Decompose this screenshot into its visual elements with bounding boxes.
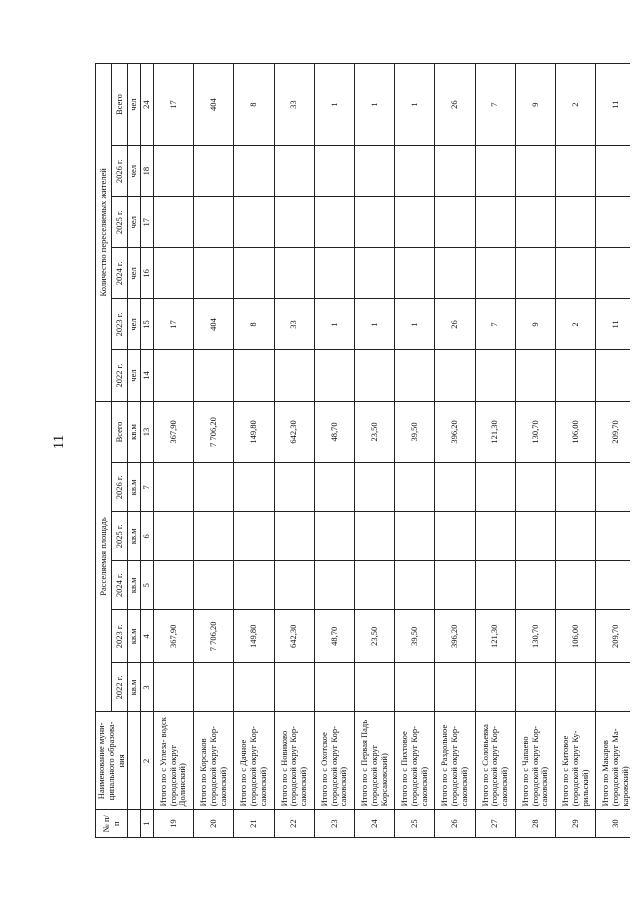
row-number: 23 xyxy=(314,810,354,838)
cell-people-2023: 8 xyxy=(234,299,274,350)
cell-people-2024 xyxy=(435,248,475,299)
header-people-year: 2026 г. xyxy=(112,146,128,197)
header-area-group: Расселяемая площадь xyxy=(96,401,112,712)
cell-area-2023: 106,00 xyxy=(556,610,596,663)
cell-people-2022 xyxy=(596,350,630,401)
cell-area-2023: 23,50 xyxy=(355,610,395,663)
cell-area-2025 xyxy=(274,512,314,561)
cell-area-total: 121,30 xyxy=(475,401,515,463)
cell-area-2025 xyxy=(355,512,395,561)
cell-people-2025 xyxy=(475,197,515,248)
cell-people-total: 8 xyxy=(234,64,274,146)
cell-area-2024 xyxy=(153,561,193,610)
cell-area-2026 xyxy=(194,463,234,512)
row-municipality-name: Итого по с Углеза- водск (городской округ Долинский) xyxy=(153,712,193,810)
header-row-column-numbers xyxy=(141,64,154,838)
cell-people-2026 xyxy=(596,146,630,197)
cell-people-2024 xyxy=(194,248,234,299)
table-row xyxy=(234,64,274,838)
cell-people-2026 xyxy=(194,146,234,197)
cell-area-total: 367,90 xyxy=(153,401,193,463)
unit-area: кв.м xyxy=(128,610,141,663)
unit-people: чел xyxy=(128,197,141,248)
column-number: 16 xyxy=(141,248,154,299)
cell-people-2024 xyxy=(234,248,274,299)
cell-area-2026 xyxy=(355,463,395,512)
cell-people-2026 xyxy=(234,146,274,197)
cell-people-2025 xyxy=(194,197,234,248)
column-number: 13 xyxy=(141,401,154,463)
table-row xyxy=(556,64,596,838)
cell-area-2022 xyxy=(596,663,630,712)
row-number: 21 xyxy=(234,810,274,838)
cell-area-2026 xyxy=(314,463,354,512)
cell-area-2025 xyxy=(556,512,596,561)
table-container xyxy=(95,63,630,838)
cell-people-2023: 11 xyxy=(596,299,630,350)
cell-area-2026 xyxy=(435,463,475,512)
cell-people-2023: 26 xyxy=(435,299,475,350)
cell-people-total: 1 xyxy=(395,64,435,146)
cell-area-2025 xyxy=(314,512,354,561)
column-number: 2 xyxy=(141,712,154,810)
unit-area: кв.м xyxy=(128,663,141,712)
row-number: 27 xyxy=(475,810,515,838)
cell-area-total: 39,50 xyxy=(395,401,435,463)
cell-people-2023: 17 xyxy=(153,299,193,350)
cell-area-2022 xyxy=(355,663,395,712)
cell-people-2026 xyxy=(395,146,435,197)
cell-area-2023: 39,50 xyxy=(395,610,435,663)
cell-people-2023: 2 xyxy=(556,299,596,350)
unit-people: чел xyxy=(128,146,141,197)
cell-people-2026 xyxy=(435,146,475,197)
table-row xyxy=(515,64,555,838)
cell-area-2022 xyxy=(515,663,555,712)
header-name: Наименование муни- ципального образова- ния xyxy=(96,712,128,810)
column-number: 3 xyxy=(141,663,154,712)
cell-people-2025 xyxy=(234,197,274,248)
cell-area-2025 xyxy=(435,512,475,561)
cell-people-2026 xyxy=(515,146,555,197)
cell-people-2024 xyxy=(153,248,193,299)
cell-area-2025 xyxy=(596,512,630,561)
cell-area-2024 xyxy=(194,561,234,610)
row-number: 29 xyxy=(556,810,596,838)
cell-people-2022 xyxy=(274,350,314,401)
cell-people-2025 xyxy=(355,197,395,248)
cell-people-2026 xyxy=(314,146,354,197)
row-municipality-name: Итого по с Соловьевка (городской округ Кор- саковский) xyxy=(475,712,515,810)
table-row xyxy=(194,64,234,838)
row-municipality-name: Итого по с Первая Падь (городской округ Корсаковский) xyxy=(355,712,395,810)
cell-people-2022 xyxy=(153,350,193,401)
header-num: № п/п xyxy=(96,810,128,838)
cell-area-2025 xyxy=(153,512,193,561)
cell-people-2024 xyxy=(515,248,555,299)
column-number: 6 xyxy=(141,512,154,561)
unit-area: кв.м xyxy=(128,561,141,610)
cell-people-2026 xyxy=(153,146,193,197)
row-number: 30 xyxy=(596,810,630,838)
table-row xyxy=(153,64,193,838)
cell-area-total: 48,70 xyxy=(314,401,354,463)
cell-people-2023: 7 xyxy=(475,299,515,350)
header-area-year: 2024 г. xyxy=(112,561,128,610)
header-area-year: 2023 г. xyxy=(112,610,128,663)
row-number: 19 xyxy=(153,810,193,838)
cell-area-2024 xyxy=(314,561,354,610)
cell-people-2022 xyxy=(355,350,395,401)
cell-area-2024 xyxy=(234,561,274,610)
unit-area: кв.м xyxy=(128,463,141,512)
cell-area-2023: 367,90 xyxy=(153,610,193,663)
unit-area: кв.м xyxy=(128,401,141,463)
column-number: 15 xyxy=(141,299,154,350)
row-number: 20 xyxy=(194,810,234,838)
cell-people-2025 xyxy=(435,197,475,248)
cell-people-total: 26 xyxy=(435,64,475,146)
cell-area-2026 xyxy=(475,463,515,512)
cell-area-2024 xyxy=(556,561,596,610)
cell-area-2022 xyxy=(153,663,193,712)
cell-people-total: 1 xyxy=(314,64,354,146)
cell-area-2026 xyxy=(556,463,596,512)
cell-people-2023: 1 xyxy=(355,299,395,350)
cell-area-2023: 149,80 xyxy=(234,610,274,663)
cell-people-2024 xyxy=(355,248,395,299)
cell-area-2026 xyxy=(596,463,630,512)
cell-area-2024 xyxy=(596,561,630,610)
resettlement-table xyxy=(95,63,630,838)
column-number: 14 xyxy=(141,350,154,401)
cell-area-2026 xyxy=(153,463,193,512)
cell-area-2022 xyxy=(395,663,435,712)
header-area-year: 2022 г. xyxy=(112,663,128,712)
row-municipality-name: Итого по с Пихтовое (городской округ Кор- саковский) xyxy=(395,712,435,810)
row-municipality-name: Итого по с Новиково (городской округ Кор- саковский) xyxy=(274,712,314,810)
cell-people-total: 404 xyxy=(194,64,234,146)
cell-people-2025 xyxy=(395,197,435,248)
cell-people-total: 11 xyxy=(596,64,630,146)
unit-area: кв.м xyxy=(128,512,141,561)
row-municipality-name: Итого по с Чапаево (городской округ Кор- саковский) xyxy=(515,712,555,810)
table-row xyxy=(475,64,515,838)
table-body xyxy=(153,64,630,838)
cell-area-2026 xyxy=(515,463,555,512)
cell-area-2023: 209,70 xyxy=(596,610,630,663)
table-row xyxy=(596,64,630,838)
header-area-year: 2025 г. xyxy=(112,512,128,561)
cell-area-total: 23,50 xyxy=(355,401,395,463)
cell-area-2026 xyxy=(274,463,314,512)
row-number: 22 xyxy=(274,810,314,838)
cell-people-2026 xyxy=(475,146,515,197)
cell-people-total: 2 xyxy=(556,64,596,146)
header-row-units xyxy=(128,64,141,838)
unit-cell-empty xyxy=(128,712,141,810)
row-number: 25 xyxy=(395,810,435,838)
cell-area-2025 xyxy=(395,512,435,561)
cell-area-2023: 48,70 xyxy=(314,610,354,663)
header-area-year: 2026 г. xyxy=(112,463,128,512)
cell-people-2026 xyxy=(355,146,395,197)
cell-people-2022 xyxy=(556,350,596,401)
header-area-total: Всего xyxy=(112,401,128,463)
cell-area-2025 xyxy=(475,512,515,561)
cell-area-2022 xyxy=(274,663,314,712)
cell-people-2025 xyxy=(515,197,555,248)
cell-people-2026 xyxy=(274,146,314,197)
cell-area-total: 209,70 xyxy=(596,401,630,463)
cell-people-2023: 9 xyxy=(515,299,555,350)
cell-people-2023: 1 xyxy=(395,299,435,350)
cell-people-2024 xyxy=(395,248,435,299)
cell-people-2024 xyxy=(314,248,354,299)
table-row xyxy=(274,64,314,838)
cell-people-total: 9 xyxy=(515,64,555,146)
cell-area-2024 xyxy=(515,561,555,610)
cell-area-2026 xyxy=(234,463,274,512)
header-people-group: Количество переселяемых жителей xyxy=(96,64,112,402)
cell-area-2025 xyxy=(515,512,555,561)
cell-people-2025 xyxy=(314,197,354,248)
cell-area-total: 149,80 xyxy=(234,401,274,463)
cell-area-total: 130,70 xyxy=(515,401,555,463)
cell-area-total: 106,00 xyxy=(556,401,596,463)
cell-area-total: 7 706,20 xyxy=(194,401,234,463)
row-municipality-name: Итого по с Китовое (городской округ Ку- рильский) xyxy=(556,712,596,810)
cell-people-2023: 1 xyxy=(314,299,354,350)
unit-cell-empty xyxy=(128,810,141,838)
cell-area-2026 xyxy=(395,463,435,512)
column-number: 5 xyxy=(141,561,154,610)
cell-area-2024 xyxy=(475,561,515,610)
cell-people-2022 xyxy=(515,350,555,401)
cell-people-total: 33 xyxy=(274,64,314,146)
cell-area-2025 xyxy=(194,512,234,561)
cell-people-total: 7 xyxy=(475,64,515,146)
row-number: 26 xyxy=(435,810,475,838)
cell-people-2025 xyxy=(596,197,630,248)
row-municipality-name: Итого по с Дачное (городской округ Кор- саковский) xyxy=(234,712,274,810)
header-people-total: Всего xyxy=(112,64,128,146)
table-row xyxy=(395,64,435,838)
unit-people: чел xyxy=(128,248,141,299)
table-row xyxy=(355,64,395,838)
column-number: 18 xyxy=(141,146,154,197)
column-number: 24 xyxy=(141,64,154,146)
row-municipality-name: Итого по с Охотское (городской округ Кор- саковский) xyxy=(314,712,354,810)
cell-people-total: 17 xyxy=(153,64,193,146)
cell-area-2024 xyxy=(435,561,475,610)
cell-area-2022 xyxy=(194,663,234,712)
cell-area-2022 xyxy=(435,663,475,712)
cell-area-2023: 121,30 xyxy=(475,610,515,663)
cell-area-total: 642,30 xyxy=(274,401,314,463)
cell-people-2024 xyxy=(596,248,630,299)
row-municipality-name: Итого по Макаров (городской округ Ма- каровский) xyxy=(596,712,630,810)
cell-area-total: 396,20 xyxy=(435,401,475,463)
cell-people-2025 xyxy=(153,197,193,248)
row-municipality-name: Итого по с Раздольное (городской округ Кор- саковский) xyxy=(435,712,475,810)
cell-people-2025 xyxy=(274,197,314,248)
cell-area-2023: 396,20 xyxy=(435,610,475,663)
row-number: 28 xyxy=(515,810,555,838)
cell-area-2022 xyxy=(234,663,274,712)
cell-people-2024 xyxy=(274,248,314,299)
cell-people-2024 xyxy=(475,248,515,299)
cell-area-2024 xyxy=(395,561,435,610)
cell-area-2023: 130,70 xyxy=(515,610,555,663)
cell-area-2024 xyxy=(274,561,314,610)
cell-area-2023: 7 706,20 xyxy=(194,610,234,663)
cell-people-2026 xyxy=(556,146,596,197)
cell-area-2024 xyxy=(355,561,395,610)
unit-people: чел xyxy=(128,350,141,401)
column-number: 17 xyxy=(141,197,154,248)
column-number: 7 xyxy=(141,463,154,512)
header-people-year: 2024 г. xyxy=(112,248,128,299)
cell-people-2022 xyxy=(395,350,435,401)
table-row xyxy=(435,64,475,838)
column-number: 1 xyxy=(141,810,154,838)
cell-people-2022 xyxy=(194,350,234,401)
cell-area-2025 xyxy=(234,512,274,561)
cell-people-2023: 33 xyxy=(274,299,314,350)
unit-people: чел xyxy=(128,299,141,350)
cell-area-2022 xyxy=(314,663,354,712)
cell-people-2022 xyxy=(435,350,475,401)
header-people-year: 2022 г. xyxy=(112,350,128,401)
cell-people-2022 xyxy=(475,350,515,401)
header-people-year: 2023 г. xyxy=(112,299,128,350)
cell-area-2022 xyxy=(475,663,515,712)
header-people-year: 2025 г. xyxy=(112,197,128,248)
cell-area-2022 xyxy=(556,663,596,712)
page-number: 11 xyxy=(51,434,67,450)
cell-people-total: 1 xyxy=(355,64,395,146)
row-municipality-name: Итого по Корсаков (городской округ Кор- саковский) xyxy=(194,712,234,810)
table-row xyxy=(314,64,354,838)
column-number: 4 xyxy=(141,610,154,663)
cell-people-2025 xyxy=(556,197,596,248)
cell-people-2024 xyxy=(556,248,596,299)
header-row-group xyxy=(96,64,112,838)
unit-people: чел xyxy=(128,64,141,146)
cell-people-2022 xyxy=(234,350,274,401)
row-number: 24 xyxy=(355,810,395,838)
cell-area-2023: 642,30 xyxy=(274,610,314,663)
cell-people-2023: 404 xyxy=(194,299,234,350)
cell-people-2022 xyxy=(314,350,354,401)
